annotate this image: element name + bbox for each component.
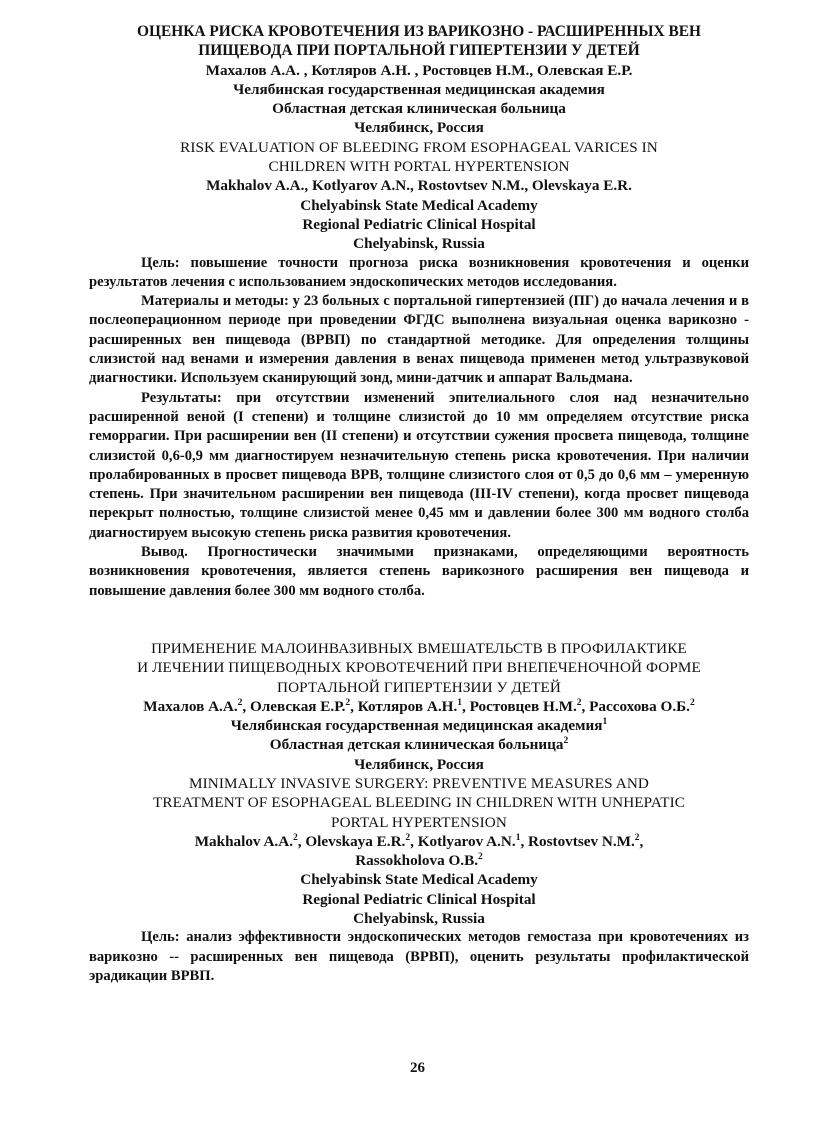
affiliation-marker: 2 [405, 832, 411, 843]
affiliation-marker: 2 [237, 697, 243, 708]
article-2-city-en: Chelyabinsk, Russia [353, 910, 485, 928]
article-2-title-ru-line-3: ПОРТАЛЬНОЙ ГИПЕРТЕНЗИИ У ДЕТЕЙ [277, 678, 561, 696]
article-1 [89, 22, 749, 601]
affiliation-marker: 1 [515, 832, 521, 843]
article-1-title-ru-line-2: ПИЩЕВОДА ПРИ ПОРТАЛЬНОЙ ГИПЕРТЕНЗИИ У ДЕТЕЙ [198, 42, 640, 60]
affiliation-text: Челябинская государственная медицинская академия [230, 717, 603, 735]
article-2-title-en-line-1: MINIMALLY INVASIVE SURGERY: PREVENTIVE MEASURES AND [189, 774, 649, 792]
article-2-aim-paragraph: Цель: анализ эффективности эндоскопических методов гемостаза при кровотечениях из варикозно -- расширенных вен пищевода (ВРВП), оценить результаты профилактической эрадикации ВРВП. [89, 929, 749, 984]
affiliation-marker: 2 [563, 736, 569, 747]
author-name: Makhalov A.A. [194, 832, 293, 850]
author-name: Rassokholova O.B. [355, 852, 479, 870]
article-1-affiliation-en-2: Regional Pediatric Clinical Hospital [302, 215, 536, 233]
article-1-title-en-line-1: RISK EVALUATION OF BLEEDING FROM ESOPHAGEAL VARICES IN [180, 138, 658, 156]
author-name: Котляров А.Н. [357, 697, 458, 715]
affiliation-marker: 2 [689, 697, 695, 708]
article-2-authors-en: Makhalov A.A.$^2$, Olevskaya E.R.$^2$, Kotlyarov A.N.$^1$, Rostovtsev N.M.$^2$, Rassokholova O.B.$^2$ [194, 832, 644, 870]
article-2-title-en-line-3: PORTAL HYPERTENSION [331, 813, 507, 831]
affiliation-marker: 2 [634, 832, 640, 843]
author-name: Олевская Е.Р. [249, 697, 346, 715]
article-1-affiliation-en-1: Chelyabinsk State Medical Academy [300, 196, 538, 214]
author-name: Махалов А.А. [143, 697, 238, 715]
article-1-affiliation-ru-1: Челябинская государственная медицинская академия [233, 80, 605, 98]
article-1-authors-en: Makhalov A.A., Kotlyarov A.N., Rostovtsev N.M., Olevskaya E.R. [206, 177, 632, 195]
article-1-city-ru: Челябинск, Россия [354, 119, 484, 137]
article-1-aim-paragraph: Цель: повышение точности прогноза риска возникновения кровотечения и оценки результатов лечения с использованием эндоскопических методов исследования. [89, 254, 749, 290]
author-name: Rostovtsev N.M. [528, 832, 635, 850]
article-1-city-en: Chelyabinsk, Russia [353, 235, 485, 253]
affiliation-marker: 2 [478, 852, 483, 863]
article-2-affiliation-ru-1 [89, 716, 749, 735]
article-1-conclusion-paragraph: Вывод. Прогностически значимыми признаками, определяющими вероятность возникновения кровотечения, является степень варикозного расширения вен пищевода и повышение давления более 300 мм водного столба. [89, 544, 749, 599]
document-page [89, 22, 749, 986]
affiliation-marker: 2 [345, 697, 351, 708]
article-1-methods-paragraph: Материалы и методы: у 23 больных с портальной гипертензией (ПГ) до начала лечения и в послеоперационном периоде при проведении ФГДС выполнена визуальная оценка варикозно - расширенных вен пищевода (ВРВП) по стандартной методике. Для определения толщины слизистой над венами и измерения давления в венах пищевода применен метод ультразвуковой диагностики. Используем сканирующий зонд, мини-датчик и аппарат Вальдмана. [89, 293, 749, 387]
author-name: Kotlyarov A.N. [417, 832, 516, 850]
article-1-title-ru-line-1: ОЦЕНКА РИСКА КРОВОТЕЧЕНИЯ ИЗ ВАРИКОЗНО - РАСШИРЕННЫХ ВЕН [137, 23, 701, 40]
article-separator [89, 601, 749, 639]
article-1-affiliation-ru-2: Областная детская клиническая больница [272, 100, 566, 118]
article-2-city-ru: Челябинск, Россия [354, 755, 484, 773]
affiliation-marker: 2 [293, 832, 298, 843]
page-number: 26 [410, 1060, 425, 1076]
author-name: Рассохова О.Б. [589, 697, 690, 715]
affiliation-marker: 1 [602, 717, 608, 728]
article-2-affiliation-en-2: Regional Pediatric Clinical Hospital [302, 890, 536, 908]
article-2-title-en-line-2: TREATMENT OF ESOPHAGEAL BLEEDING IN CHILDREN WITH UNHEPATIC [153, 794, 685, 812]
affiliation-marker: 2 [576, 697, 582, 708]
affiliation-text: Областная детская клиническая больница [269, 736, 564, 754]
article-1-authors-ru: Махалов А.А. , Котляров А.Н. , Ростовцев Н.М., Олевская Е.Р. [205, 61, 633, 79]
author-name: Olevskaya E.R. [305, 832, 406, 850]
article-2 [89, 639, 749, 986]
article-1-results-paragraph: Результаты: при отсутствии изменений эпителиального слоя над незначительно расширенной веной (I степени) и толщине слизистой до 10 мм определяем отсутствие риска геморрагии. При расширении вен (II степени) и отсутствии сужения просвета пищевода, толщине слизистой 0,6-0,9 мм диагностируем незначительную степень риска кровотечения. При наличии пролабированных в просвет пищевода ВРВ, толщине слизистого слоя от 0,5 до 0,6 мм – умеренную степень. При значительном расширении вен пищевода (III-IV степени), когда просвет пищевода перекрыт полностью, толщине слизистой менее 0,45 мм и давлении более 300 мм водного столба диагностируем высокую степень риска развития кровотечения. [89, 389, 749, 541]
article-2-title-ru-line-2: И ЛЕЧЕНИИ ПИЩЕВОДНЫХ КРОВОТЕЧЕНИЙ ПРИ ВНЕПЕЧЕНОЧНОЙ ФОРМЕ [137, 659, 701, 677]
article-1-title-en-line-2: CHILDREN WITH PORTAL HYPERTENSION [268, 158, 570, 176]
article-2-affiliation-ru-2 [89, 735, 749, 754]
article-2-title-ru-line-1: ПРИМЕНЕНИЕ МАЛОИНВАЗИВНЫХ ВМЕШАТЕЛЬСТВ В ПРОФИЛАКТИКЕ [151, 639, 687, 657]
author-name: Ростовцев Н.М. [469, 697, 577, 715]
article-2-authors-ru: Махалов А.А.$^2$, Олевская Е.Р.$^2$, Котляров А.Н.$^1$, Ростовцев Н.М.$^2$, Рассохова О.Б.$^2$ [143, 697, 695, 715]
article-2-affiliation-en-1: Chelyabinsk State Medical Academy [300, 871, 538, 889]
affiliation-marker: 1 [457, 697, 463, 708]
